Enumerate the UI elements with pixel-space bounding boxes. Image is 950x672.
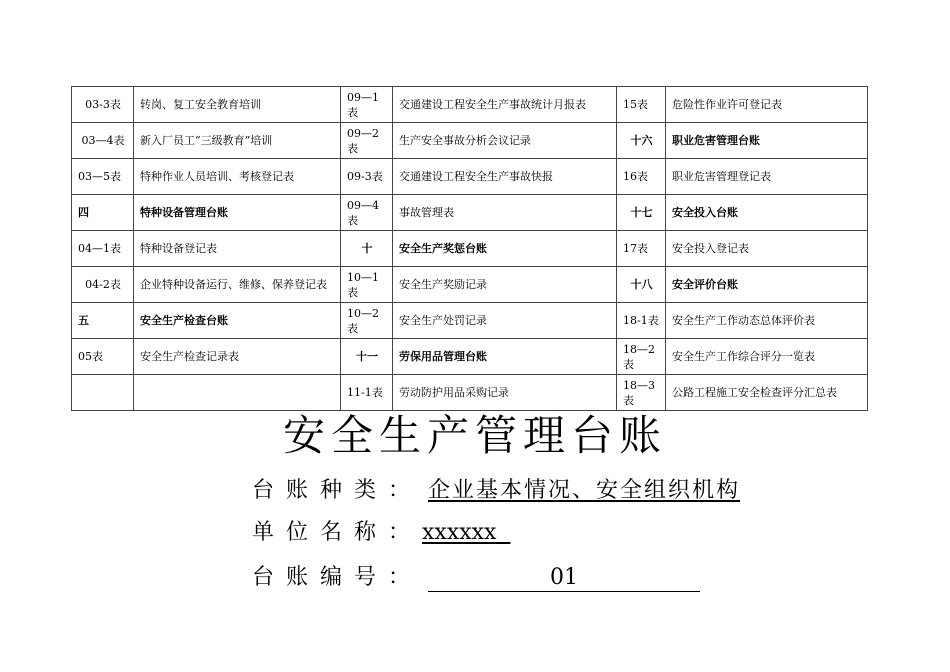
unit-name-value: xxxxxx [422,520,497,545]
ledger-number-label: 台账编号： [252,565,423,590]
table-cell: 劳动防护用品采购记录 [393,375,617,411]
table-cell: 09—1表 [341,87,393,123]
table-cell: 企业特种设备运行、维修、保养登记表 [134,267,341,303]
table-cell: 16表 [617,159,666,195]
ledger-type-label: 台账种类： [252,478,423,503]
table-cell: 特种设备管理台账 [134,195,341,231]
ledger-index-table [71,86,868,411]
table-cell: 十八 [617,267,666,303]
table-cell: 劳保用品管理台账 [393,339,617,375]
unit-name-label: 单位名称： [252,520,423,545]
table-cell: 公路工程施工安全检查评分汇总表 [666,375,868,411]
table-cell: 十七 [617,195,666,231]
table-row [72,123,868,159]
table-cell: 危险性作业许可登记表 [666,87,868,123]
table-cell: 18-1表 [617,303,666,339]
table-cell: 新入厂员工“三级教育”培训 [134,123,341,159]
table-cell: 安全生产奖惩台账 [393,231,617,267]
table-cell: 安全生产奖励记录 [393,267,617,303]
table-cell: 交通建设工程安全生产事故快报 [393,159,617,195]
table-cell: 职业危害管理登记表 [666,159,868,195]
table-cell: 18—3表 [617,375,666,411]
ledger-type-value: 企业基本情况、安全组织机构 [428,478,741,503]
table-row [72,87,868,123]
table-cell: 18—2表 [617,339,666,375]
table-cell: 04—1表 [72,231,134,267]
table-cell: 交通建设工程安全生产事故统计月报表 [393,87,617,123]
unit-name-field [252,518,510,548]
table-cell: 安全生产工作动态总体评价表 [666,303,868,339]
ledger-type-field [252,476,740,506]
table-cell: 特种作业人员培训、考核登记表 [134,159,341,195]
table-cell: 五 [72,303,134,339]
table-row [72,339,868,375]
table-cell: 03-3表 [72,87,134,123]
table-row [72,159,868,195]
table-cell: 职业危害管理台账 [666,123,868,159]
table-cell: 特种设备登记表 [134,231,341,267]
table-cell: 安全生产处罚记录 [393,303,617,339]
table-cell: 十 [341,231,393,267]
table-cell: 10—2表 [341,303,393,339]
table-cell: 17表 [617,231,666,267]
ledger-number-value: 01 [428,565,700,592]
table-cell: 生产安全事故分析会议记录 [393,123,617,159]
table-cell: 09-3表 [341,159,393,195]
table-cell: 事故管理表 [393,195,617,231]
page-title: 安全生产管理台账 [282,411,667,460]
table-cell [72,375,134,411]
table-row [72,375,868,411]
table-cell: 09—2表 [341,123,393,159]
table-row [72,231,868,267]
table-cell: 四 [72,195,134,231]
table-cell: 安全生产工作综合评分一览表 [666,339,868,375]
table-cell: 03—5表 [72,159,134,195]
table-cell: 安全评价台账 [666,267,868,303]
table-cell: 安全投入登记表 [666,231,868,267]
table-cell: 05表 [72,339,134,375]
table-cell: 十六 [617,123,666,159]
table-row [72,267,868,303]
table-cell: 安全生产检查记录表 [134,339,341,375]
table-cell: 安全投入台账 [666,195,868,231]
table-cell: 10—1表 [341,267,393,303]
table-cell: 11-1表 [341,375,393,411]
table-cell: 03—4表 [72,123,134,159]
ledger-number-field [252,563,700,593]
table-row [72,303,868,339]
table-cell: 十一 [341,339,393,375]
table-cell: 15表 [617,87,666,123]
table-cell [134,375,341,411]
table-cell: 安全生产检查台账 [134,303,341,339]
table-cell: 04-2表 [72,267,134,303]
table-row [72,195,868,231]
table-cell: 09—4表 [341,195,393,231]
table-cell: 转岗、复工安全教育培训 [134,87,341,123]
